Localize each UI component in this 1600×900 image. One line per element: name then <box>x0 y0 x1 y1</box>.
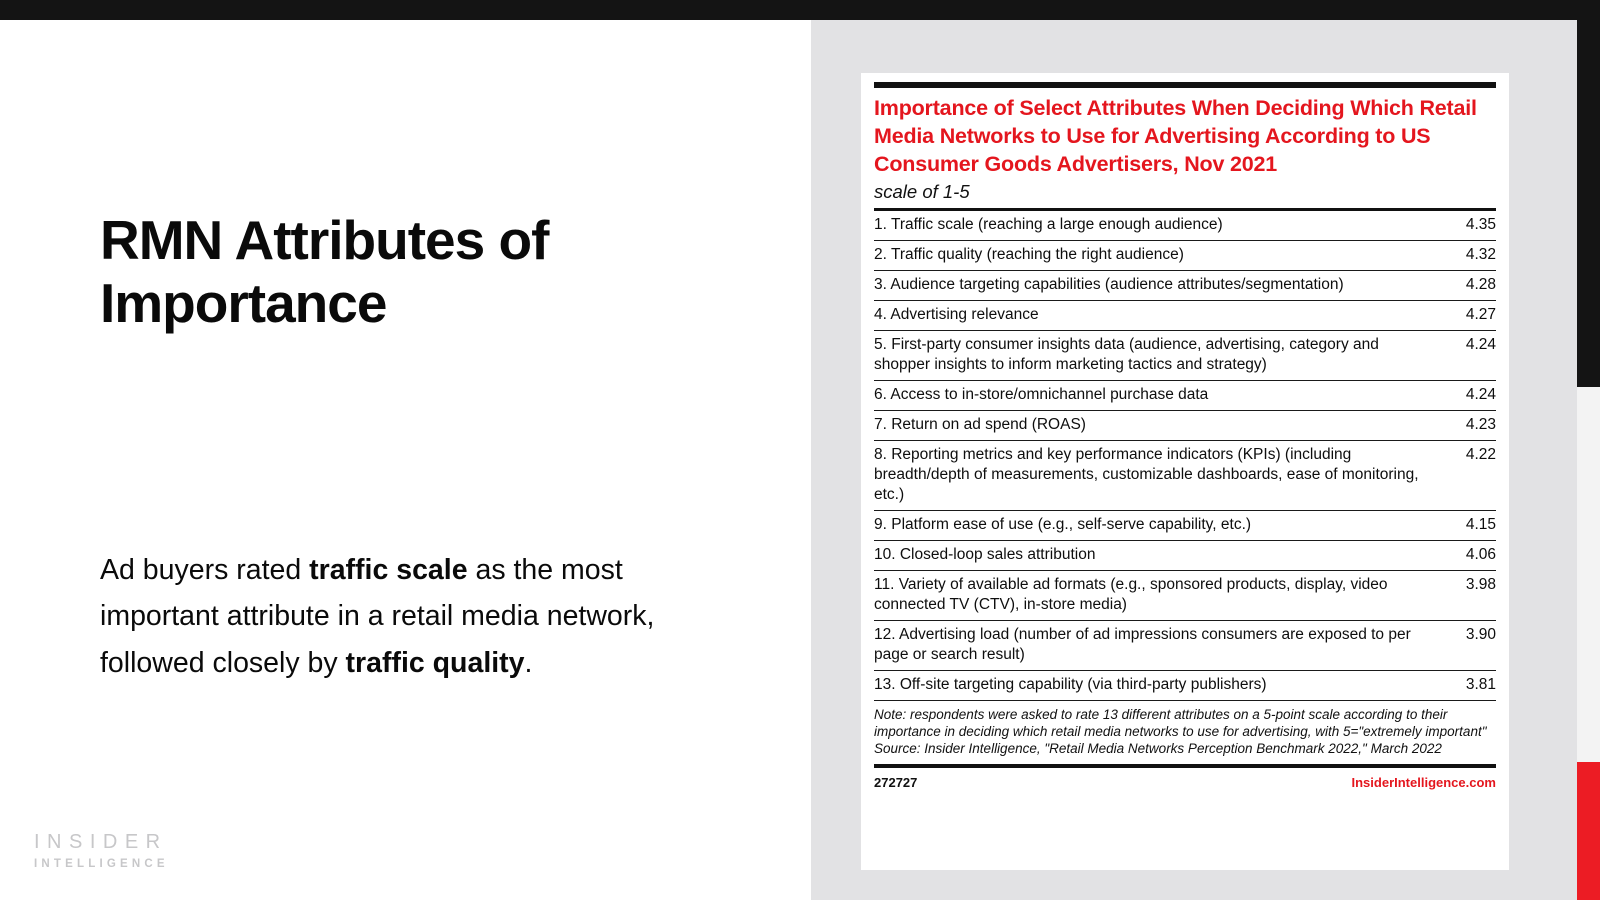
table-row <box>874 441 1496 511</box>
table-row <box>874 211 1496 241</box>
table-row <box>874 411 1496 441</box>
logo-wordmark-intelligence: INTELLIGENCE <box>34 858 169 870</box>
chart-footer <box>874 775 1496 790</box>
chart-footer-rule <box>874 764 1496 768</box>
attribute-label: 12. Advertising load (number of ad impressions consumers are exposed to per page or search result) <box>874 626 1411 663</box>
right-edge-black-bar <box>1577 0 1600 387</box>
table-row <box>874 271 1496 301</box>
table-row <box>874 241 1496 271</box>
table-row <box>874 381 1496 411</box>
right-edge-red-bar <box>1577 762 1600 900</box>
right-edge-light-bar <box>1577 387 1600 762</box>
table-row <box>874 541 1496 571</box>
attribute-label: 9. Platform ease of use (e.g., self-serve capability, etc.) <box>874 516 1252 533</box>
attribute-value: 3.98 <box>1465 576 1496 593</box>
attribute-label: 5. First-party consumer insights data (audience, advertising, category and shopper insights to inform marketing tactics and strategy) <box>874 336 1379 373</box>
attribute-label: 2. Traffic quality (reaching the right audience) <box>874 246 1184 263</box>
table-row <box>874 511 1496 541</box>
top-accent-bar <box>0 0 1600 20</box>
chart-id: 272727 <box>874 774 918 790</box>
attribute-label: 10. Closed-loop sales attribution <box>874 546 1096 563</box>
attribute-value: 4.28 <box>1465 276 1496 293</box>
attribute-value: 3.81 <box>1465 676 1496 693</box>
attribute-label: 1. Traffic scale (reaching a large enough audience) <box>874 216 1223 233</box>
logo-wordmark-insider: INSIDER <box>34 831 168 853</box>
attribute-value: 4.23 <box>1465 416 1496 433</box>
attribute-value: 4.24 <box>1465 336 1496 353</box>
attribute-label: 4. Advertising relevance <box>874 306 1039 323</box>
emphasized-text: traffic scale <box>309 553 468 586</box>
chart-top-rule <box>874 82 1496 88</box>
table-row <box>874 301 1496 331</box>
table-row <box>874 571 1496 621</box>
attribute-value: 4.22 <box>1465 446 1496 463</box>
insider-intelligence-logo <box>34 831 169 870</box>
chart-rows <box>874 211 1496 701</box>
emphasized-text: traffic quality <box>345 646 525 679</box>
body-text-segment: as the most important attribute in a retail media network, followed closely by <box>100 553 655 679</box>
chart-title: Importance of Select Attributes When Deciding Which Retail Media Networks to Use for Advertising According to US Consumer Goods Advertisers, Nov 2021 <box>874 96 1477 176</box>
table-row <box>874 621 1496 671</box>
table-row <box>874 671 1496 701</box>
body-text-segment: Ad buyers rated <box>100 553 310 586</box>
chart-subtitle: scale of 1-5 <box>874 181 970 202</box>
slide-title: RMN Attributes of Importance <box>100 208 549 334</box>
attribute-label: 11. Variety of available ad formats (e.g., sponsored products, display, video connected TV (CTV), in-store media) <box>874 576 1388 613</box>
insiderintelligence-link[interactable]: InsiderIntelligence.com <box>1351 774 1496 790</box>
attribute-value: 3.90 <box>1465 626 1496 643</box>
chart-source: Source: Insider Intelligence, "Retail Media Networks Perception Benchmark 2022," March 2022 <box>874 740 1442 756</box>
table-row <box>874 331 1496 381</box>
attribute-value: 4.27 <box>1465 306 1496 323</box>
attribute-value: 4.32 <box>1465 246 1496 263</box>
attribute-value: 4.24 <box>1465 386 1496 403</box>
attribute-value: 4.35 <box>1465 216 1496 233</box>
body-text-segment: . <box>524 646 533 679</box>
slide-body-text <box>100 547 725 687</box>
attribute-label: 6. Access to in-store/omnichannel purchase data <box>874 386 1209 403</box>
attribute-value: 4.15 <box>1465 516 1496 533</box>
attribute-label: 8. Reporting metrics and key performance indicators (KPIs) (including breadth/depth of measurements, customizable dashboards, ease of monitoring, etc.) <box>874 446 1419 503</box>
chart-note: Note: respondents were asked to rate 13 different attributes on a 5-point scale according to their importance in deciding which retail media networks to use for advertising, with 5="extremely important" <box>874 706 1487 739</box>
attribute-label: 7. Return on ad spend (ROAS) <box>874 416 1086 433</box>
attribute-label: 13. Off-site targeting capability (via third-party publishers) <box>874 676 1267 693</box>
chart-card <box>861 73 1509 870</box>
attribute-value: 4.06 <box>1465 546 1496 563</box>
attribute-label: 3. Audience targeting capabilities (audience attributes/segmentation) <box>874 276 1344 293</box>
